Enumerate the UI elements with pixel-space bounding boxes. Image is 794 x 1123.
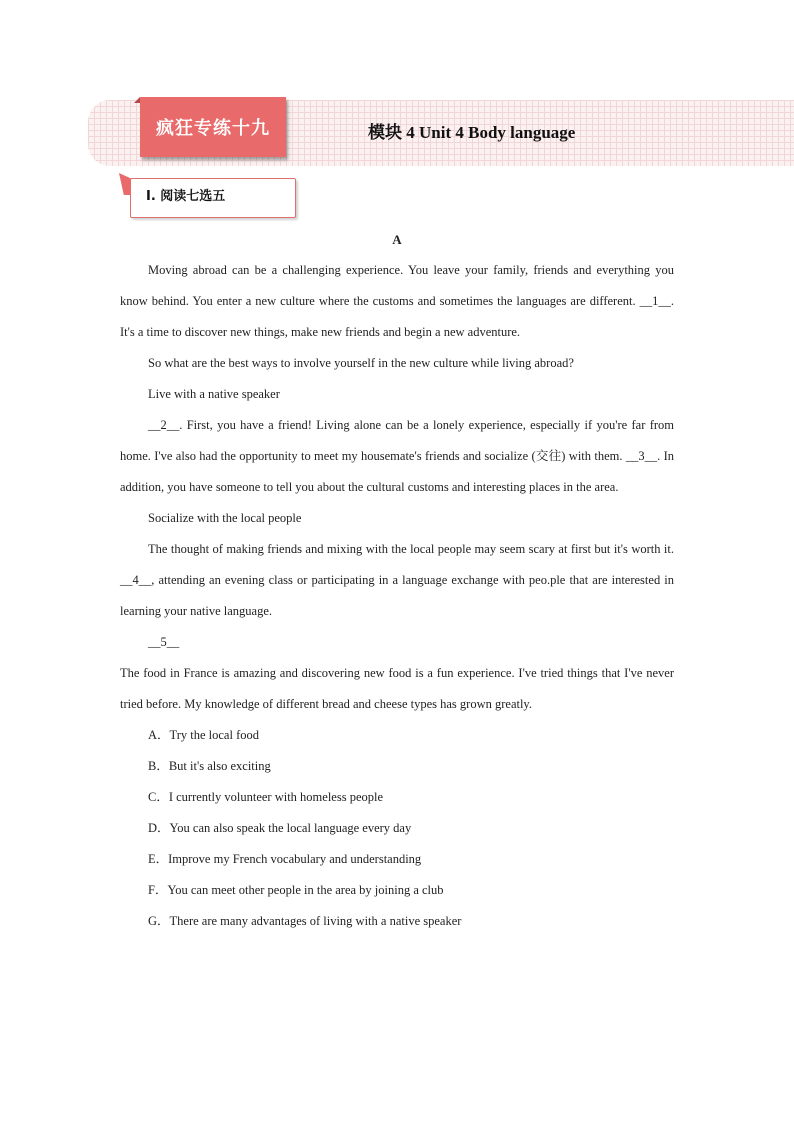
option-d: D．You can also speak the local language every day [148,821,412,835]
section-label: Ⅰ. 阅读七选五 [146,189,226,204]
option-a: A．Try the local food [148,728,259,742]
option-e: E．Improve my French vocabulary and understanding [148,852,422,866]
passage-heading: A [392,232,402,247]
subheading-2: Socialize with the local people [148,511,302,525]
subheading-1: Live with a native speaker [148,387,280,401]
paragraph-3: __2__. First, you have a friend! Living alone can be a lonely experience, especially if you're far from home. I've also had the opportunity to meet my housemate's friends and socialize (交往) with them. __3__. In addition, you have someone to tell you about the cultural customs and interesting places in the area. [120,418,674,494]
paragraph-1: Moving abroad can be a challenging experience. You leave your family, friends and everything you know behind. You enter a new culture where the customs and sometimes the languages are different. __1__. It's a time to discover new things, make new friends and begin a new adventure. [120,263,674,339]
subheading-3: __5__ [148,635,180,649]
option-c: C．I currently volunteer with homeless people [148,790,384,804]
option-g: G．There are many advantages of living with a native speaker [148,914,462,928]
paragraph-4: The thought of making friends and mixing with the local people may seem scary at first but it's worth it. __4__, attending an evening class or participating in a language exchange with peo.ple that are interested in learning your native language. [120,542,674,618]
page-title: 模块 4 Unit 4 Body language [368,123,576,142]
reading-passage [120,224,674,937]
paragraph-5: The food in France is amazing and discovering new food is a fun experience. I've tried things that I've never tried before. My knowledge of different bread and cheese types has grown greatly. [120,666,674,711]
exercise-tag: 疯狂专练十九 [140,97,286,157]
option-f: F．You can meet other people in the area by joining a club [148,883,444,897]
paragraph-2: So what are the best ways to involve yourself in the new culture while living abroad? [148,356,574,370]
option-b: B．But it's also exciting [148,759,271,773]
